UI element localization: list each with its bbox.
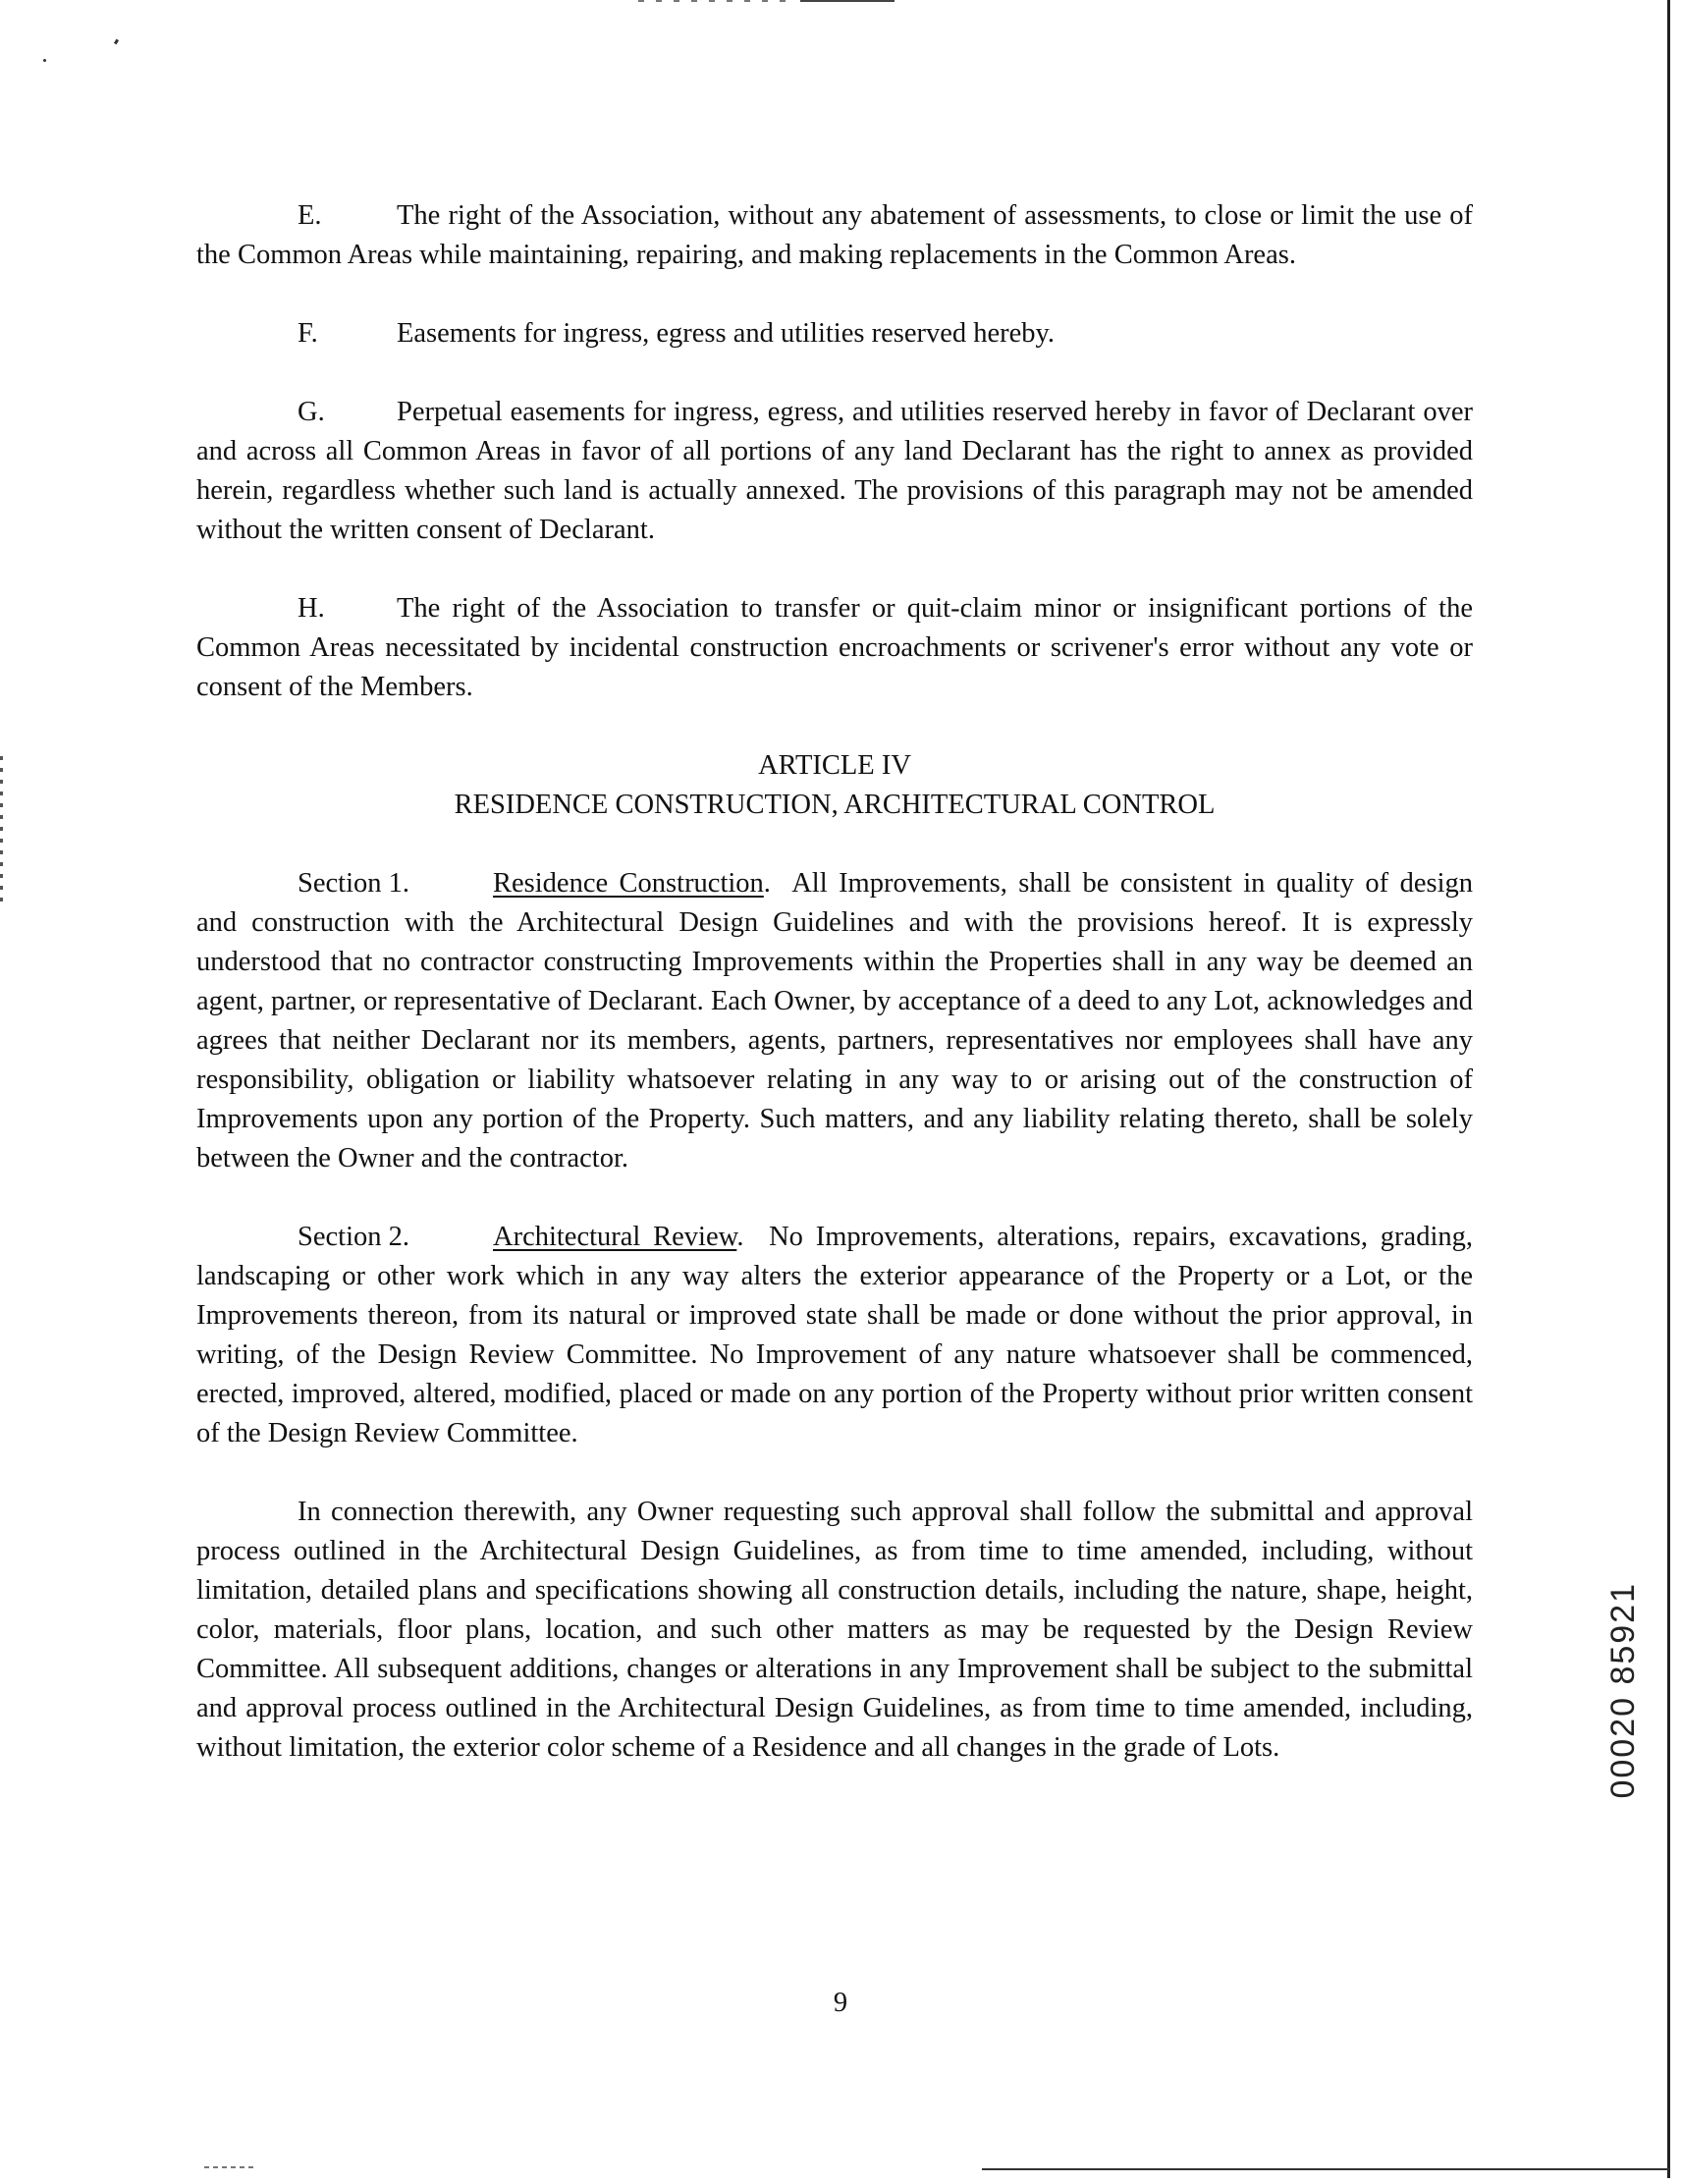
- scan-edge-right: [1667, 0, 1670, 2178]
- section-text: All Improvements, shall be consistent in quality of design and construction with the Architectural Design Guidelines and with the provisions hereof. It is expressly understood that no contractor constructing Improvements within the Properties shall in any way be deemed an agent, partner, or representative of Declarant. Each Owner, by acceptance of a deed to any Lot, acknowledges and agrees that neither Declarant nor its members, agents, partners, representatives nor employees shall have any responsibility, obligation or liability whatsoever relating in any way to or arising out of the construction of Improvements upon any portion of the Property. Such matters, and any liability relating thereto, shall be solely between the Owner and the contractor.: [196, 868, 1473, 1174]
- section-2-continued: [196, 1493, 1473, 1768]
- paragraph-h: [196, 589, 1473, 707]
- scan-edge-bottom: [982, 2168, 1669, 2170]
- paragraph-text: The right of the Association, without any abatement of assessments, to close or limit the use of the Common Areas while maintaining, repairing, and making replacements in the Common Areas.: [196, 200, 1473, 270]
- scan-artifact-left-marks: [0, 756, 3, 903]
- section-heading: Residence Construction: [493, 868, 764, 899]
- paragraph-label: E.: [298, 200, 322, 231]
- paragraph-text: The right of the Association to transfer or quit-claim minor or insignificant portions of the Common Areas necessitated by incidental construction encroachments or scrivener's error without any vote or consent of the Members.: [196, 593, 1473, 702]
- article-number: ARTICLE IV: [758, 750, 911, 781]
- paragraph-text: Easements for ingress, egress and utilities reserved hereby.: [397, 318, 1056, 349]
- section-text: In connection therewith, any Owner requesting such approval shall follow the submittal and approval process outlined in the Architectural Design Guidelines, as from time to time amended, including, without limitation, detailed plans and specifications showing all construction details, including the nature, shape, height, color, materials, floor plans, location, and such other matters as may be requested by the Design Review Committee. All subsequent additions, changes or alterations in any Improvement shall be subject to the submittal and approval process outlined in the Architectural Design Guidelines, as from time to time amended, including, without limitation, the exterior color scheme of a Residence and all changes in the grade of Lots.: [196, 1497, 1473, 1763]
- paragraph-label: H.: [298, 593, 325, 624]
- paragraph-text: Perpetual easements for ingress, egress, and utilities reserved hereby in favor of Declarant over and across all Common Areas in favor of all portions of any land Declarant has the right to annex as provided herein, regardless whether such land is actually annexed. The provisions of this paragraph may not be amended without the written consent of Declarant.: [196, 397, 1473, 545]
- paragraph-label: G.: [298, 397, 325, 427]
- recording-stamp: 00020 85921: [1604, 1582, 1642, 1799]
- paragraph-f: [196, 314, 1473, 354]
- scan-speck: [114, 39, 119, 45]
- scan-artifact-bottom-dots: [204, 2166, 255, 2168]
- paragraph-label: F.: [298, 318, 318, 349]
- section-1: Section 1. Residence Construction. All Improvements, shall be consistent in quality of design and construction with the Architectural Design Guidelines and with the provisions hereof. It is expressly understood that no contractor constructing Improvements within the Properties shall in any way be deemed an agent, partner, or representative of Declarant. Each Owner, by acceptance of a deed to any Lot, acknowledges and agrees that neither Declarant nor its members, agents, partners, representatives nor employees shall have any responsibility, obligation or liability whatsoever relating in any way to or arising out of the construction of Improvements upon any portion of the Property. Such matters, and any liability relating thereto, shall be solely between the Owner and the contractor.: [196, 864, 1473, 1178]
- scan-artifact-top-dots: [638, 0, 786, 2]
- section-label: Section 1.: [298, 868, 409, 899]
- scan-artifact-top-line: [800, 0, 895, 2]
- section-text: No Improvements, alterations, repairs, excavations, grading, landscaping or other work which in any way alters the exterior appearance of the Property or a Lot, or the Improvements thereon, from its natural or improved state shall be made or done without the prior approval, in writing, of the Design Review Committee. No Improvement of any nature whatsoever shall be commenced, erected, improved, altered, modified, placed or made on any portion of the Property without prior written consent of the Design Review Committee.: [196, 1222, 1473, 1448]
- paragraph-e: [196, 196, 1473, 275]
- document-body: [196, 196, 1473, 1768]
- article-title: RESIDENCE CONSTRUCTION, ARCHITECTURAL CONTROL: [454, 790, 1216, 820]
- section-label: Section 2.: [298, 1222, 409, 1252]
- scan-speck: [43, 59, 46, 62]
- paragraph-g: [196, 393, 1473, 550]
- page-number: 9: [833, 1988, 848, 2018]
- section-2: Section 2. Architectural Review. No Improvements, alterations, repairs, excavations, grading, landscaping or other work which in any way alters the exterior appearance of the Property or a Lot, or the Improvements thereon, from its natural or improved state shall be made or done without the prior approval, in writing, of the Design Review Committee. No Improvement of any nature whatsoever shall be commenced, erected, improved, altered, modified, placed or made on any portion of the Property without prior written consent of the Design Review Committee.: [196, 1218, 1473, 1453]
- section-heading: Architectural Review: [493, 1222, 737, 1252]
